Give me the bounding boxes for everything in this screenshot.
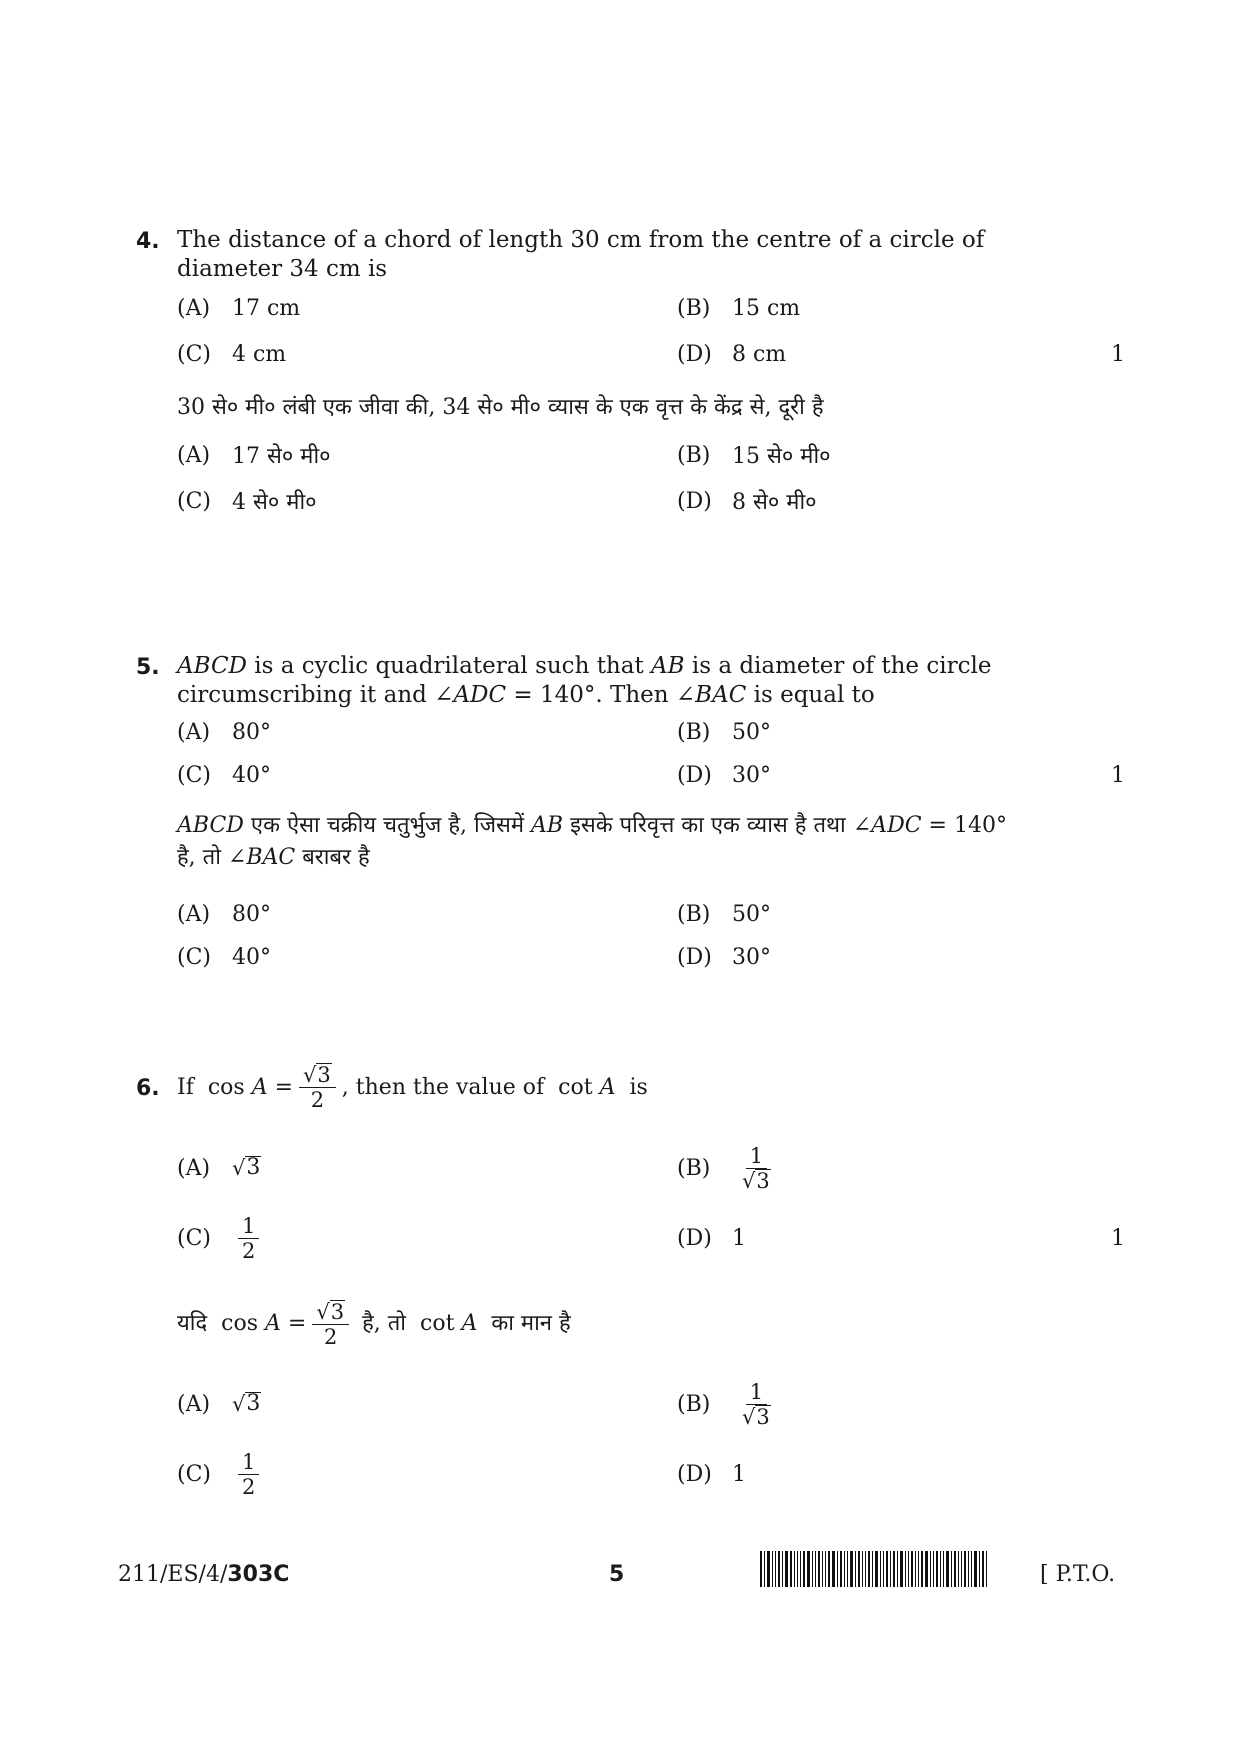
option-b: (B) 15 cm <box>677 296 801 321</box>
barcode-bar <box>897 1551 898 1587</box>
barcode <box>760 1551 1022 1587</box>
barcode-bar <box>764 1551 765 1587</box>
barcode-bar <box>951 1551 952 1587</box>
option-a: (A) √ 3 <box>177 1155 261 1181</box>
option-b: (B) 1 √ 3 <box>677 1143 770 1193</box>
barcode-bar <box>925 1551 928 1587</box>
barcode-bar <box>911 1551 913 1587</box>
fraction: √ 3 2 <box>312 1300 349 1349</box>
barcode-bar <box>986 1551 987 1587</box>
barcode-bar <box>872 1551 873 1587</box>
barcode-bar <box>782 1551 783 1587</box>
barcode-bar <box>946 1551 949 1587</box>
barcode-bar <box>844 1551 845 1587</box>
barcode-bar <box>979 1551 980 1587</box>
barcode-bar <box>890 1551 891 1587</box>
barcode-bar <box>883 1551 884 1587</box>
barcode-bar <box>825 1551 826 1587</box>
option-c-hi: (C) $\frac{1}{2}$ <box>177 1438 265 1510</box>
barcode-bar <box>974 1551 977 1587</box>
question-stem-en: The distance of a chord of length 30 cm from the centre of a circle of diameter 34 cm is <box>177 227 985 282</box>
question-number: 5. <box>136 655 160 680</box>
barcode-bar <box>794 1551 795 1587</box>
barcode-bar <box>767 1551 770 1587</box>
barcode-bar <box>772 1551 773 1587</box>
option-d-hi: (D) 30° <box>677 945 771 970</box>
barcode-bar <box>855 1551 856 1587</box>
question-stem-en: ABCD is a cyclic quadrilateral such that AB is a diameter of the circle circumscribing it and ∠ADC = 140°. Then ∠BAC is equal to <box>177 653 992 708</box>
barcode-bar <box>968 1551 969 1587</box>
barcode-bar <box>880 1551 881 1587</box>
barcode-bar <box>775 1551 776 1587</box>
barcode-bar <box>936 1551 938 1587</box>
barcode-bar <box>875 1551 878 1587</box>
barcode-bar <box>778 1551 780 1587</box>
question-stem-en: If cos A = √ 3 2 , then the value of cot A is <box>177 1062 648 1112</box>
barcode-bar <box>905 1551 906 1587</box>
option-c-hi: (C) 40° <box>177 945 271 970</box>
barcode-bar <box>797 1551 798 1587</box>
barcode-bar <box>850 1551 853 1587</box>
option-b-hi: (B) 50° <box>677 902 771 927</box>
barcode-bar <box>803 1551 805 1587</box>
question-stem-hi: ABCD एक ऐसा चक्रीय चतुर्भुज है, जिसमें AB इसके परिवृत्त का एक व्यास है तथा ∠ADC = 140° है, तो ∠BAC बराबर है <box>177 813 1007 870</box>
page-number: 5 <box>609 1562 625 1587</box>
option-c-hi: (C) 4 से० मी० <box>177 488 317 515</box>
barcode-bar <box>840 1551 842 1587</box>
paper-code: 211/ES/4/303C <box>118 1562 290 1587</box>
barcode-bar <box>828 1551 830 1587</box>
barcode-bar <box>832 1551 835 1587</box>
option-a: (A) 80° <box>177 720 271 745</box>
fraction: √ 3 2 <box>299 1063 336 1112</box>
pto-label: [ P.T.O. <box>1040 1562 1116 1587</box>
barcode-bar <box>815 1551 816 1587</box>
barcode-bar <box>862 1551 863 1587</box>
barcode-bar <box>847 1551 848 1587</box>
barcode-bar <box>868 1551 870 1587</box>
option-a-hi: (A) √ 3 <box>177 1391 261 1417</box>
barcode-bar <box>858 1551 860 1587</box>
option-a-hi: (A) 80° <box>177 902 271 927</box>
option-d: (D) 8 cm <box>677 342 787 367</box>
barcode-bar <box>971 1551 972 1587</box>
option-a: (A) 17 cm <box>177 296 301 321</box>
barcode-bar <box>790 1551 792 1587</box>
question-number: 6. <box>136 1076 160 1101</box>
barcode-bar <box>807 1551 810 1587</box>
option-c: (C) 4 cm <box>177 342 287 367</box>
barcode-bar <box>837 1551 838 1587</box>
marks: 1 <box>1111 1226 1125 1251</box>
barcode-bar <box>812 1551 813 1587</box>
barcode-bar <box>961 1551 962 1587</box>
marks: 1 <box>1111 342 1125 367</box>
barcode-bar <box>943 1551 944 1587</box>
barcode-bar <box>908 1551 909 1587</box>
option-c: (C) $\frac{1}{2}$ <box>177 1202 265 1274</box>
marks: 1 <box>1111 763 1125 788</box>
barcode-bar <box>785 1551 788 1587</box>
question-stem-hi: यदि cos A = √ 3 2 है, तो cot A का मान है <box>177 1299 571 1349</box>
barcode-bar <box>865 1551 866 1587</box>
question-stem-hi: 30 से० मी० लंबी एक जीवा की, 34 से० मी० व्यास के एक वृत्त के केंद्र से, दूरी है <box>177 395 824 420</box>
barcode-bar <box>900 1551 903 1587</box>
option-c: (C) 40° <box>177 763 271 788</box>
option-b-hi: (B) 15 से० मी० <box>677 442 831 469</box>
barcode-bar <box>964 1551 966 1587</box>
barcode-bar <box>818 1551 820 1587</box>
barcode-bar <box>930 1551 931 1587</box>
option-d-hi: (D) 8 से० मी० <box>677 488 817 515</box>
barcode-bar <box>893 1551 895 1587</box>
barcode-bar <box>886 1551 888 1587</box>
option-b-hi: (B) 1 √ 3 <box>677 1379 770 1429</box>
barcode-bar <box>954 1551 956 1587</box>
barcode-bar <box>760 1551 762 1587</box>
barcode-bar <box>982 1551 984 1587</box>
barcode-bar <box>933 1551 934 1587</box>
barcode-bar <box>921 1551 923 1587</box>
option-a-hi: (A) 17 से० मी० <box>177 442 331 469</box>
option-b: (B) 50° <box>677 720 771 745</box>
option-d: (D) 1 <box>677 1225 746 1251</box>
option-d-hi: (D) 1 <box>677 1461 746 1487</box>
barcode-bar <box>915 1551 916 1587</box>
barcode-bar <box>918 1551 919 1587</box>
barcode-bar <box>800 1551 801 1587</box>
barcode-bar <box>958 1551 959 1587</box>
option-d: (D) 30° <box>677 763 771 788</box>
question-number: 4. <box>136 229 160 254</box>
barcode-bar <box>822 1551 823 1587</box>
barcode-bar <box>940 1551 941 1587</box>
